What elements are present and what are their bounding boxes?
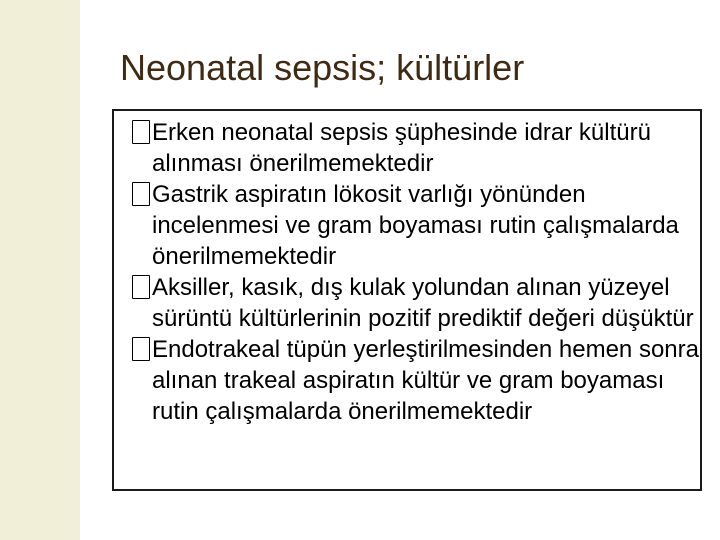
- square-box-icon: [132, 337, 150, 361]
- bullet-text: Endotrakeal tüpün yerleştirilmesinden hemen sonra alınan trakeal aspiratın kültür ve gram boyaması rutin çalışmalarda önerilmemektedir: [152, 336, 699, 425]
- bullet-item: [132, 334, 700, 427]
- square-box-icon: [132, 182, 150, 206]
- bullet-text: Aksiller, kasık, dış kulak yolundan alınan yüzeyel sürüntü kültürlerinin pozitif prediktif değeri düşüktür: [152, 274, 694, 332]
- square-box-icon: [132, 275, 150, 299]
- square-box-icon: [132, 120, 150, 144]
- bullet-item: [132, 117, 700, 179]
- left-decorative-band: [0, 0, 80, 540]
- bullet-item: [132, 179, 700, 272]
- bullet-item: [132, 272, 700, 334]
- bullet-text: Gastrik aspiratın lökosit varlığı yönünden incelenmesi ve gram boyaması rutin çalışmalarda önerilmemektedir: [152, 181, 679, 270]
- content-box: [112, 109, 702, 491]
- bullet-text: Erken neonatal sepsis şüphesinde idrar kültürü alınması önerilmemektedir: [152, 119, 651, 177]
- slide-title: Neonatal sepsis; kültürler: [120, 47, 525, 88]
- bullet-list: [114, 111, 700, 427]
